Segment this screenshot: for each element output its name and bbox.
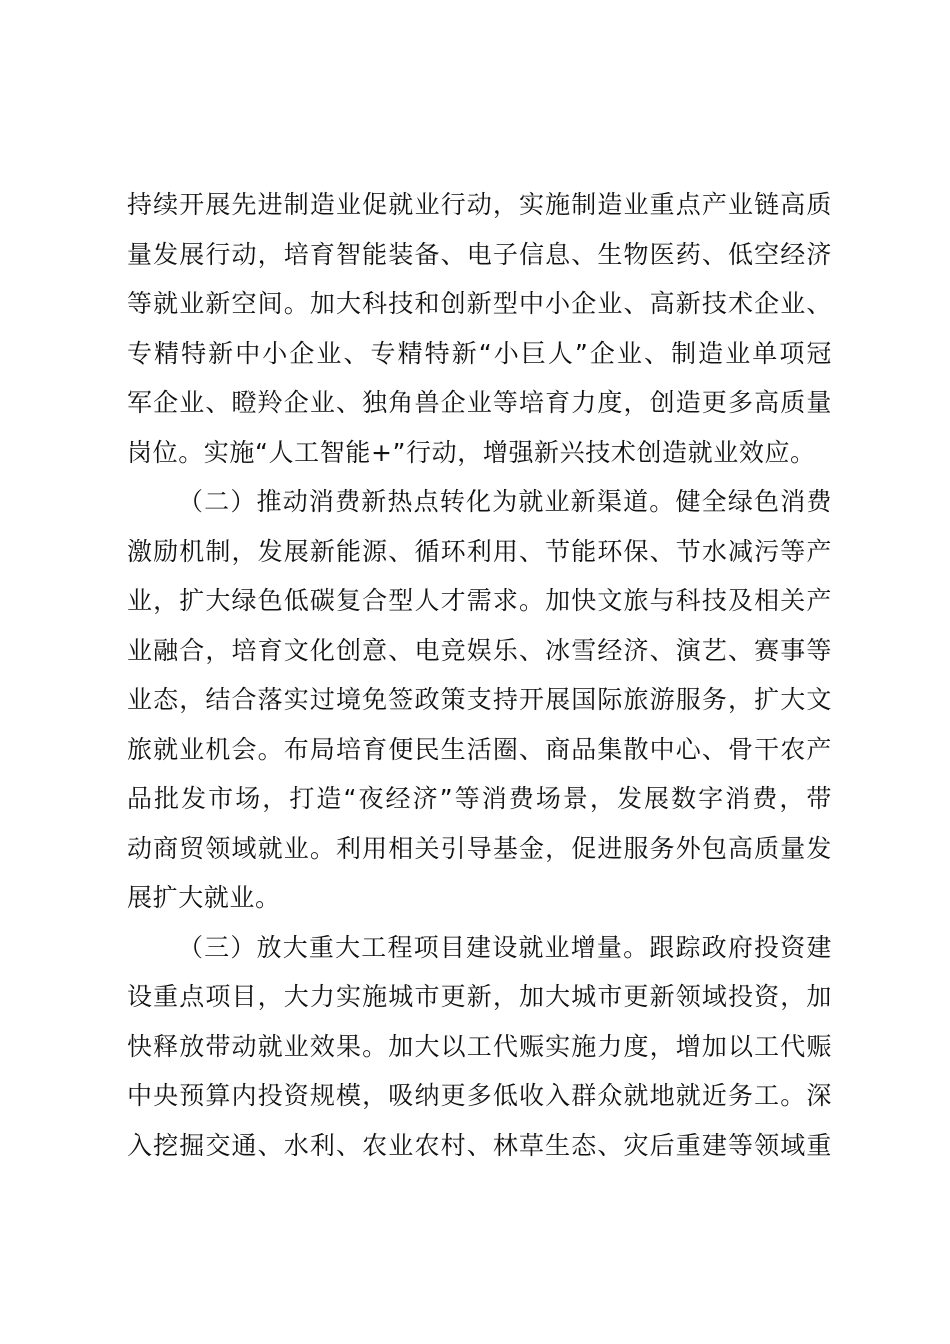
paragraph-3-line-3: 快释放带动就业效果。加大以工代赈实施力度，增加以工代赈 — [127, 1031, 832, 1061]
paragraph-3-line-2: 设重点项目，大力实施城市更新，加大城市更新领域投资，加 — [127, 982, 832, 1011]
paragraph-3-line-1: （三）放大重大工程项目建设就业增量。跟踪政府投资建 — [178, 932, 832, 962]
paragraph-2-line-9: 展扩大就业。 — [127, 883, 281, 912]
paragraph-2-line-7: 品批发市场，打造“夜经济”等消费场景，发展数字消费，带 — [127, 784, 832, 813]
paragraph-2-line-1: （二）推动消费新热点转化为就业新渠道。健全绿色消费 — [178, 487, 832, 516]
paragraph-1-line-6: 岗位。实施“人工智能+”行动，增强新兴技术创造就业效应。 — [127, 437, 816, 467]
paragraph-1-line-5: 军企业、瞪羚企业、独角兽企业等培育力度，创造更多高质量 — [127, 388, 832, 417]
paragraph-1-line-2: 量发展行动，培育智能装备、电子信息、生物医药、低空经济 — [127, 239, 832, 269]
paragraph-2-line-4: 业融合，培育文化创意、电竞娱乐、冰雪经济、演艺、赛事等 — [127, 635, 832, 665]
document-body — [127, 180, 832, 1170]
paragraph-1-line-3: 等就业新空间。加大科技和创新型中小企业、高新技术企业、 — [127, 289, 832, 318]
paragraph-2-line-6: 旅就业机会。布局培育便民生活圈、商品集散中心、骨干农产 — [127, 734, 832, 764]
paragraph-3-line-4: 中央预算内投资规模，吸纳更多低收入群众就地就近务工。深 — [127, 1081, 832, 1110]
paragraph-2-line-8: 动商贸领域就业。利用相关引导基金，促进服务外包高质量发 — [127, 833, 832, 863]
paragraph-2-line-5: 业态，结合落实过境免签政策支持开展国际旅游服务，扩大文 — [127, 685, 832, 714]
paragraph-2-line-2: 激励机制，发展新能源、循环利用、节能环保、节水减污等产 — [127, 536, 832, 566]
paragraph-1-line-4: 专精特新中小企业、专精特新“小巨人”企业、制造业单项冠 — [127, 338, 832, 368]
paragraph-3-line-5: 入挖掘交通、水利、农业农村、林草生态、灾后重建等领域重 — [127, 1130, 832, 1160]
paragraph-1-line-1: 持续开展先进制造业促就业行动，实施制造业重点产业链高质 — [127, 190, 832, 219]
paragraph-2-line-3: 业，扩大绿色低碳复合型人才需求。加快文旅与科技及相关产 — [127, 586, 832, 615]
